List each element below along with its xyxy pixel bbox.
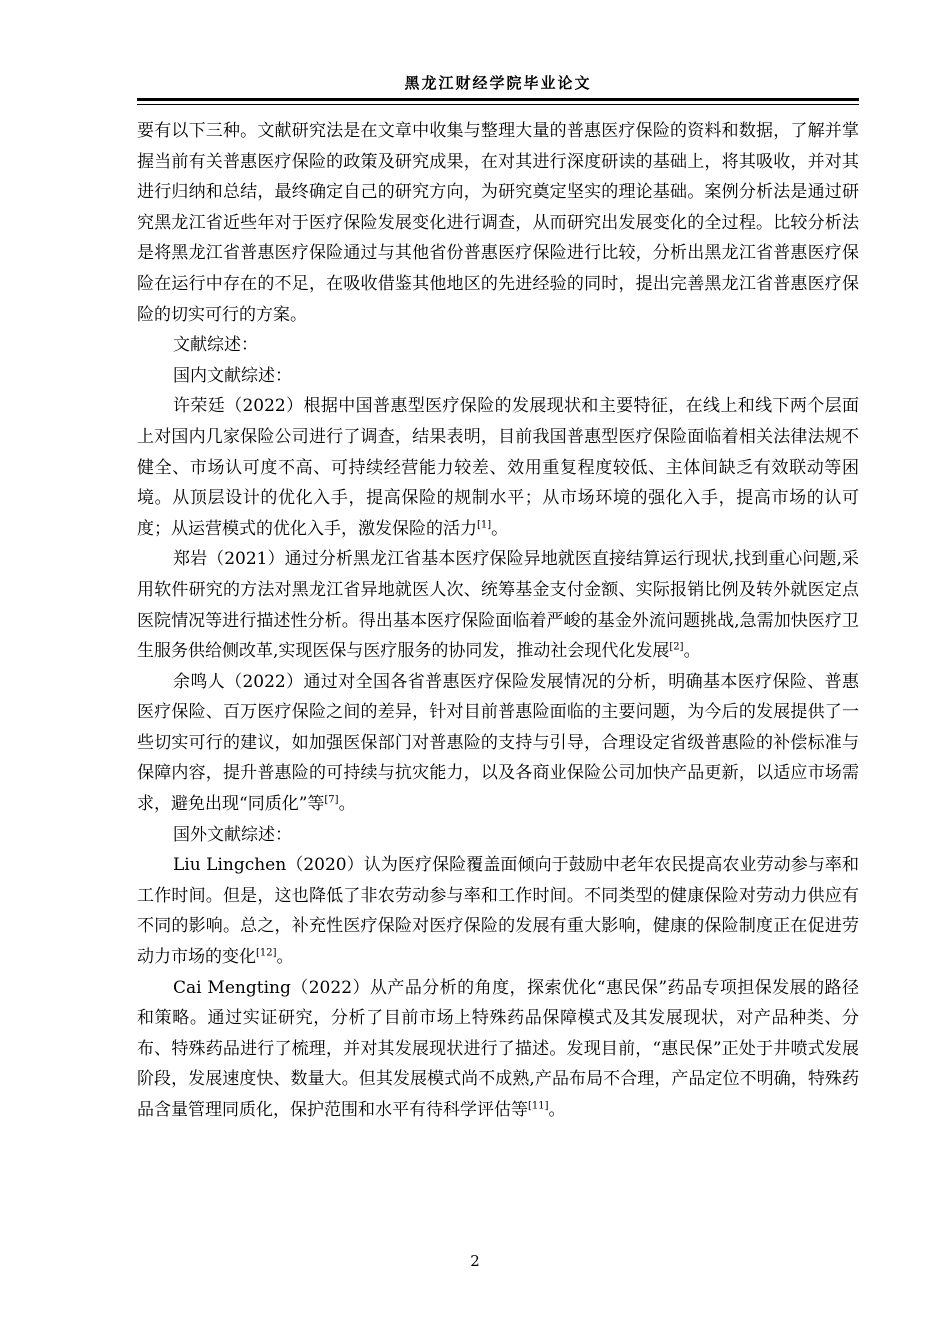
paragraph-text: 国外文献综述： — [173, 824, 292, 845]
paragraph-cai-mengting — [137, 973, 859, 1126]
page-header-title: 黑龙江财经学院毕业论文 — [404, 74, 592, 92]
paragraph-text: 文献综述： — [173, 335, 258, 356]
paragraph-tail: 。 — [338, 794, 356, 815]
paragraph-tail: 。 — [491, 518, 509, 539]
citation-marker: [12] — [256, 947, 277, 959]
heading-foreign-review — [137, 820, 859, 851]
paragraph-liu-lingchen — [137, 850, 859, 972]
paragraph-text: 郑岩（2021）通过分析黑龙江省基本医疗保险异地就医直接结算运行现状,找到重心问题,采用软件研究的方法对黑龙江省异地就医人次、统筹基金支付金额、实际报销比例及转外就医定点医院情况等进行描述性分析。得出基本医疗保险面临着严峻的基金外流问题挑战,急需加快医疗卫生服务供给侧改革,实现医保与医疗服务的协同发，推动社会现代化发展 — [137, 549, 859, 662]
paragraph-tail: 。 — [683, 641, 701, 662]
paragraph-tail: 。 — [548, 1100, 566, 1120]
paragraph-tail: 。 — [276, 947, 294, 968]
paragraph-text: 余鸣人（2022）通过对全国各省普惠医疗保险发展情况的分析，明确基本医疗保险、普惠医疗保险、百万医疗保险之间的差异，针对目前普惠险面临的主要问题，为今后的发展提供了一些切实可行的建议，如加强医保部门对普惠险的支持与引导，合理设定省级普惠险的补偿标准与保障内容，提升普惠险的可持续与抗灾能力，以及各商业保险公司加快产品更新，以适应市场需求，避免出现“同质化”等 — [137, 671, 859, 815]
header-rule-thick — [137, 98, 859, 101]
heading-literature-review — [137, 330, 859, 361]
page-number: 2 — [470, 1252, 480, 1270]
citation-marker: [11] — [528, 1100, 549, 1112]
paragraph-text: Cai Mengting（2022）从产品分析的角度，探索优化“惠民保”药品专项担保发展的路径和策略。通过实证研究，分析了目前市场上特殊药品保障模式及其发展现状，对产品种类、分布、特殊药品进行了梳理，并对其发展现状进行了描述。发现目前，“惠民保”正处于井喷式发展阶段，发展速度快、数量大。但其发展模式尚不成熟,产品布局不合理，产品定位不明确，特殊药品含量管理同质化，保护范围和水平有待科学评估等 — [137, 977, 859, 1120]
header-rule-thin — [137, 104, 859, 105]
citation-marker: [2] — [669, 641, 684, 653]
paragraph-xu-rongting — [137, 391, 859, 544]
paragraph-zheng-yan — [137, 544, 859, 666]
paragraph-text: 许荣廷（2022）根据中国普惠型医疗保险的发展现状和主要特征，在线上和线下两个层面上对国内几家保险公司进行了调查，结果表明，目前我国普惠型医疗保险面临着相关法律法规不健全、市场认可度不高、可持续经营能力较差、效用重复程度较低、主体间缺乏有效联动等困境。从顶层设计的优化入手，提高保险的规制水平；从市场环境的强化入手，提高市场的认可度；从运营模式的优化入手，激发保险的活力 — [137, 396, 859, 539]
paragraph-text: 要有以下三种。文献研究法是在文章中收集与整理大量的普惠医疗保险的资料和数据，了解并掌握当前有关普惠医疗保险的政策及研究成果，在对其进行深度研读的基础上，将其吸收，并对其进行归纳和总结，最终确定自己的研究方向，为研究奠定坚实的理论基础。案例分析法是通过研究黑龙江省近些年对于医疗保险发展变化进行调查，从而研究出发展变化的全过程。比较分析法是将黑龙江省普惠医疗保险通过与其他省份普惠医疗保险进行比较，分析出黑龙江省普惠医疗保险在运行中存在的不足，在吸收借鉴其他地区的先进经验的同时，提出完善黑龙江省普惠医疗保险的切实可行的方案。 — [137, 121, 859, 325]
paragraph-methods-continued — [137, 116, 859, 330]
citation-marker: [1] — [477, 519, 492, 531]
paragraph-text: 国内文献综述： — [173, 365, 292, 386]
paragraph-yu-mingren — [137, 667, 859, 820]
citation-marker: [7] — [324, 794, 339, 806]
heading-domestic-review — [137, 361, 859, 392]
paragraph-text: Liu Lingchen（2020）认为医疗保险覆盖面倾向于鼓励中老年农民提高农业劳动参与率和工作时间。但是，这也降低了非农劳动参与率和工作时间。不同类型的健康保险对劳动力供应有不同的影响。总之，补充性医疗保险对医疗保险的发展有重大影响，健康的保险制度正在促进劳动力市场的变化 — [137, 855, 859, 968]
body-text — [137, 116, 859, 1126]
